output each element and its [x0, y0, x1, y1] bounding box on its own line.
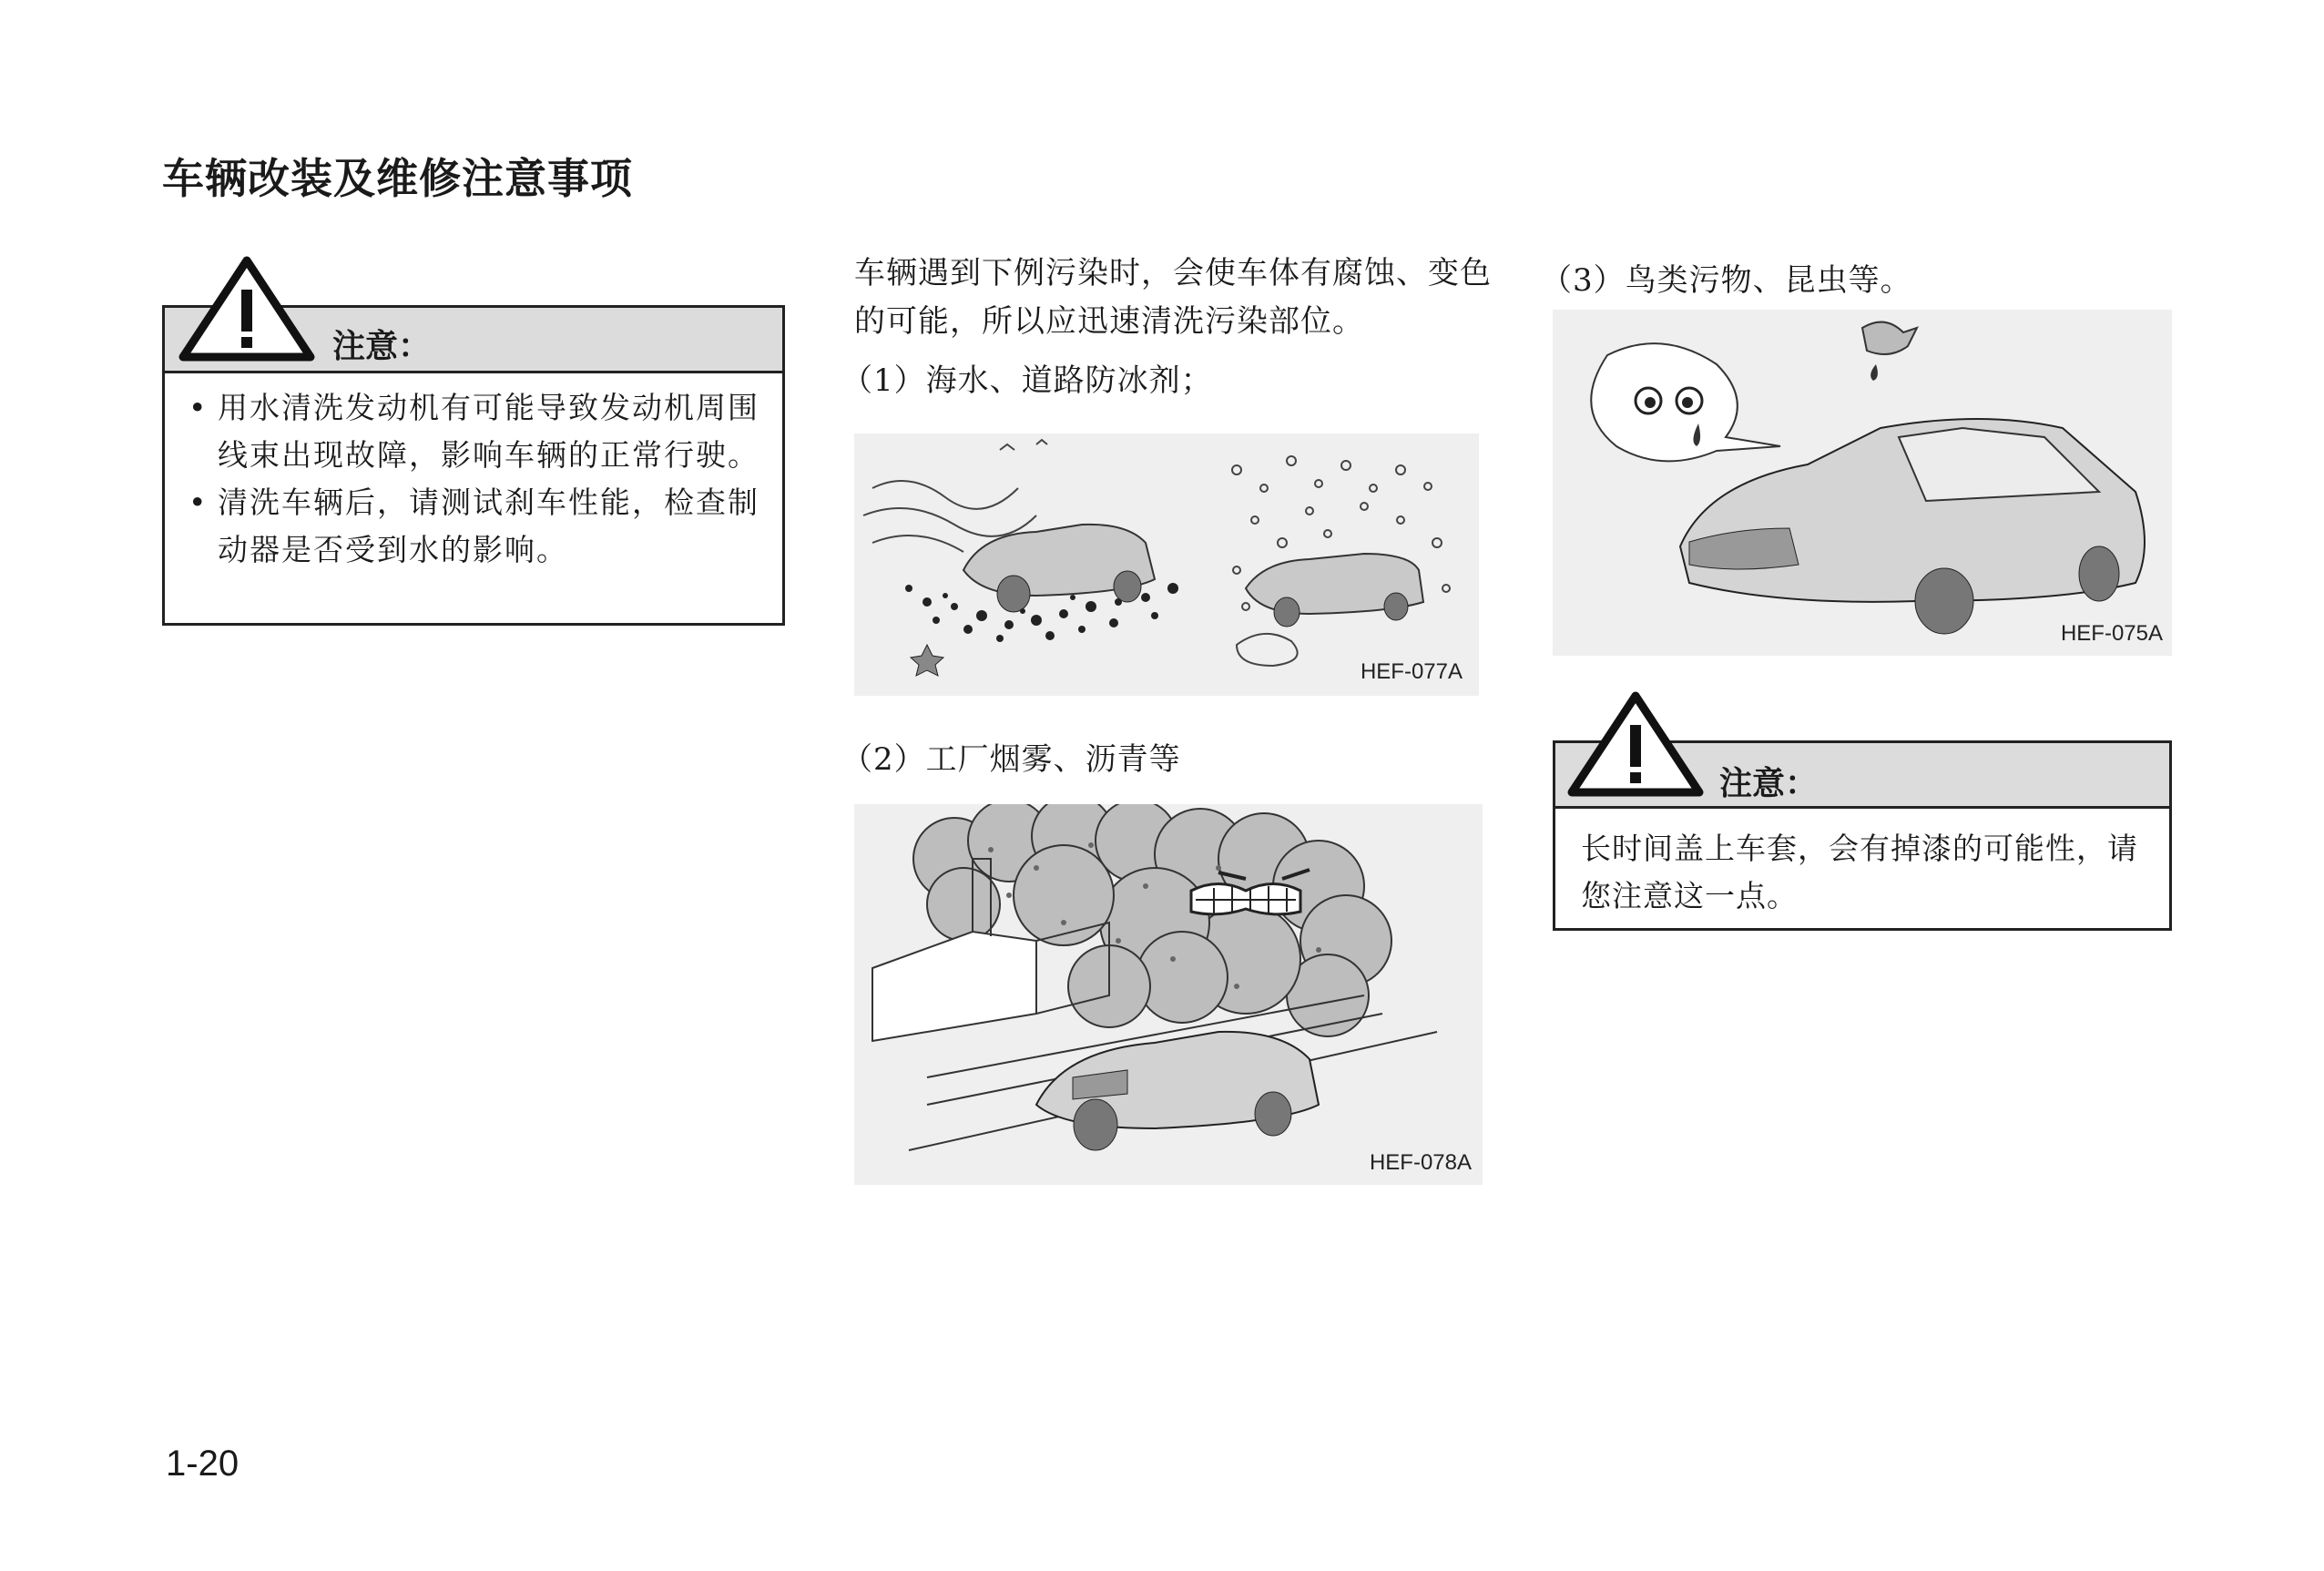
caution-box-left: [162, 305, 785, 626]
figure-illustration: [854, 804, 1483, 1185]
figure-illustration: [1553, 310, 2172, 656]
figure-code: HEF-078A: [1369, 1150, 1472, 1175]
caution-header: [165, 308, 782, 373]
caution-bullet: • 清洗车辆后，请测试刹车性能，检查制动器是否受到水的影响。: [172, 479, 764, 574]
caution-bullet-list: [165, 373, 782, 574]
warning-triangle-icon: [1568, 692, 1703, 796]
figure-sea-water-deicer: [854, 434, 1479, 696]
caution-label: 注意：: [332, 328, 432, 365]
figure-bird-droppings: [1553, 310, 2172, 656]
caution-text: 长时间盖上车套，会有掉漆的可能性，请您注意这一点。: [1581, 831, 2138, 913]
warning-triangle-icon: [179, 257, 314, 361]
item-3-label: （3）鸟类污物、昆虫等。: [1541, 262, 1912, 299]
item-2-label: （2）工厂烟雾、沥青等: [841, 741, 1181, 778]
caution-bullet: • 用水清洗发动机有可能导致发动机周围线束出现故障，影响车辆的正常行驶。: [172, 384, 764, 479]
item-1-label: （1）海水、道路防冰剂；: [841, 362, 1213, 399]
page-title: 车辆改装及维修注意事项: [162, 154, 633, 203]
intro-paragraph: 车辆遇到下例污染时，会使车体有腐蚀、变色的可能，所以应迅速清洗污染部位。: [854, 255, 1492, 340]
figure-factory-smog: [854, 804, 1483, 1185]
caution-label: 注意：: [1719, 765, 1819, 802]
caution-box-right: [1553, 740, 2172, 931]
caution-header: [1555, 743, 2169, 809]
figure-code: HEF-075A: [2060, 621, 2163, 646]
figure-illustration: [854, 434, 1479, 696]
figure-code: HEF-077A: [1360, 659, 1463, 684]
page-number: 1-20: [166, 1443, 240, 1484]
